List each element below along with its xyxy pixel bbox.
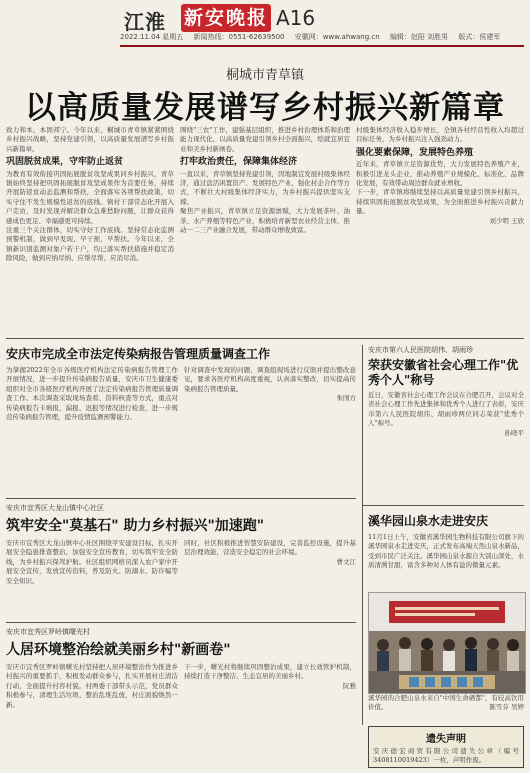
article-environment (6, 627, 356, 769)
issue-date: 2022.11.04 星期五 (120, 33, 184, 41)
section-divider-3 (362, 505, 524, 506)
article3-title: 荣获安徽省社会心理工作"优秀个人"称号 (368, 358, 519, 387)
editor: 编辑：赵阳 刘胜男 (389, 33, 449, 41)
article6-body: 安庆市宜秀区罗岭镇曙光村坚持把人居环境整治作为推进乡村振兴的重要抓手，积极发动群众参与，扎实开展村庄清洁行动，全面提升村容村貌。村两委干部带头示范，党员群众积极参与，清理生活垃圾、整治乱堆乱放，村庄面貌焕然一新。 (6, 663, 178, 709)
lead-byline: 刘少明 王欣 (489, 216, 524, 225)
section-divider-2 (6, 498, 356, 499)
article4-kicker: 安庆市宜秀区大龙山镇中心社区 (6, 504, 104, 512)
article-disease-report (6, 345, 356, 495)
hotline: 新闻热线：0551-62639500 (193, 33, 285, 41)
column-divider-1 (362, 345, 363, 505)
lead-body-1: 为教育有效衔接巩固拓展脱贫攻坚成果同乡村振兴，青草镇始终坚持把巩固拓展脱贫攻坚成果作为首要任务，持续开展防返贫动态监测和帮扶，全面落实各项帮扶政策，切实守住不发生规模性返贫的底线。镇村干部常态化开展入户走访，及时发现并解决群众急难愁盼问题，让群众获得感成色更足、幸福感更可持续。 (6, 169, 174, 225)
article5-title: 溪华园山泉水走进安庆 (368, 514, 489, 528)
article2-byline: 朱国方 (336, 394, 356, 403)
header-rule (120, 45, 524, 47)
article3-kicker: 安庆市第六人民医院胡伟、胡雨珍 (368, 346, 473, 354)
newspaper-logo: 新安晚报 (181, 4, 271, 32)
article-safety (6, 503, 356, 618)
lead-column-2 (180, 126, 350, 336)
lead-column-1 (6, 126, 174, 336)
article2-title: 安庆市完成全市法定传染病报告管理质量调查工作 (6, 347, 271, 361)
article4-body: 安庆市宜秀区大龙山镇中心社区围绕平安建设目标，扎实开展安全隐患排查整治，加强安全宣传教育，切实筑牢安全防线，为乡村振兴保驾护航。社区组织网格员深入农户家中开展安全宣传，发放宣传资料，普及防火、防溺水、防诈骗等安全知识。 (6, 539, 178, 585)
lead-body-1b: 注重三个关注群体，切实守好工作底线。坚持常态化监测预警机制，做到早发现、早干预、早帮扶。今年以来，全镇新识别监测对象户若干户，均已落实帮扶措施并稳定消除风险，做到应纳尽纳、应帮尽帮、应消尽消。 (6, 226, 174, 263)
article2-body: 为掌握2022年全市各级医疗机构法定传染病报告管理工作开展情况，进一步提升传染病报告质量，安庆市卫生健康委组织对全市各级医疗机构开展了法定传染病报告管理质量调查工作。本次调查采取现场查看、资料核查等方式，重点对传染病报告卡填报、漏报、迟报等情况进行检查，进一步规范传染病报告管理，提升疫情监测预警能力。 (6, 366, 178, 422)
article4-byline: 曹文江 (336, 557, 356, 566)
article5-byline: 陈雪芬 吴婷 (489, 703, 524, 712)
article-award (368, 345, 524, 505)
article6-kicker: 安庆市宜秀区罗岭镇曙光村 (6, 628, 90, 636)
lead-subhead-2: 打牢政治责任，保障集体经济 (180, 157, 298, 168)
lead-body-3b: 下一步，青草镇将继续坚持以高质量党建引领乡村振兴，持续巩固拓展脱贫攻坚成果，为全面推进乡村振兴贡献力量。 (356, 188, 524, 216)
column-divider-2 (362, 505, 363, 725)
article6-body-2-text: 下一步，曙光村将继续巩固整治成果，建立长效管护机制，持续打造干净整洁、生态宜居的美丽乡村。 (184, 663, 356, 681)
article6-title: 人居环境整治绘就美丽乡村"新画卷" (6, 642, 231, 658)
article4-body-2-text: 同时，社区积极推进智慧安防建设，完善监控设施，提升基层治理效能，营造安全稳定的社会环境。 (184, 539, 356, 557)
lead-kicker: 桐城市青草镇 (225, 68, 304, 83)
section-divider-4 (6, 622, 356, 623)
article6-byline: 阮雅 (343, 681, 356, 690)
article-spring-water (368, 512, 524, 592)
section-divider-1 (6, 338, 524, 339)
website: 安徽网：www.ahwang.cn (294, 33, 380, 41)
article2-body-2-text: 针对调查中发现的问题，调查组现场进行反馈并提出整改意见，要求各医疗机构高度重视，认真落实整改，切实提高传染病报告管理质量。 (184, 366, 356, 393)
article2-body-2 (184, 366, 356, 495)
lead-subhead-3: 强化要素保障，发展特色养殖 (356, 147, 474, 158)
event-photo-image (369, 593, 525, 693)
lead-body-2b: 聚焦产业振兴，青草镇立足资源禀赋，大力发展茶叶、油茶、水产养殖等特色产业，积极培育新型农业经营主体，推动一二三产业融合发展，带动群众增收致富。 (180, 207, 350, 235)
article5-caption: 溪华园的合肥山泉水来自"中国生命硒都"，有较高饮用价值。 (368, 694, 524, 712)
article6-body-2 (184, 663, 356, 769)
article3-byline: 孙晓平 (504, 428, 524, 437)
lead-subhead-1: 巩固脱贫成果，守牢防止返贫 (6, 157, 124, 168)
article4-body-2 (184, 539, 356, 618)
notice-body: 安庆德宏商贸有限公司遗失公章（编号3408110019423）一枚，声明作废。 (373, 747, 519, 765)
lead-body-2c: 围绕"三农"工作，建强基层组织，推进乡村治理体系和治理能力现代化，以高质量党建引领乡村全面振兴，绘就宜居宜业和美乡村新画卷。 (180, 126, 350, 153)
lead-intro: 致力和本，本固邦宁。今年以来，桐城市青草镇紧紧围绕乡村振兴战略，坚持党建引领，以高质量发展谱写乡村振兴新篇章。 (6, 126, 174, 153)
lead-body-3: 近年来，青草镇立足资源优势，大力发展特色养殖产业，积极引进龙头企业，推动养殖产业规模化、标准化、品牌化发展，有效带动周边群众就业增收。 (356, 160, 524, 188)
layout-editor: 版式：侯建军 (458, 33, 501, 41)
event-photo (368, 592, 526, 694)
lead-column-3 (356, 126, 524, 336)
lead-col3-text: 村级集体经济收入稳步增长，全镇各村经营性收入均超过目标任务，为乡村振兴注入强劲动力。 (356, 126, 524, 144)
lead-body-2: 一直以来，青草镇坚持党建引领，因地制宜发展村级集体经济，通过盘活闲置资产、发展特色产业、强化村企合作等方式，不断壮大村级集体经济实力，为乡村振兴提供坚实支撑。 (180, 169, 350, 206)
lead-headline: 以高质量发展谱写乡村振兴新篇章 (25, 90, 505, 126)
info-bar (120, 32, 524, 44)
region-name: 江淮 (124, 10, 166, 34)
lost-notice-box (368, 726, 524, 768)
article4-title: 筑牢安全"莫基石" 助力乡村振兴"加速跑" (6, 518, 265, 534)
article3-body: 近日，安徽省社会心理工作会议在合肥召开，会议对全省社会心理工作先进集体和优秀个人进行了表彰，安庆市第六人民医院胡伟、胡雨珍两位同志荣获"优秀个人"称号。 (368, 391, 524, 428)
photo-caption (368, 694, 524, 716)
page-number: A16 (276, 6, 316, 30)
notice-title: 遗失声明 (426, 734, 466, 745)
article5-body: 11月1日上午，安徽省溪华园生物科技有限公司旗下的溪华园泉水走进安庆，正式发布高端天然山泉水新品，受到市民广泛关注。溪华园山泉水源自大别山深处，水质清冽甘甜，富含多种对人体有益的微量元素。 (368, 533, 524, 570)
